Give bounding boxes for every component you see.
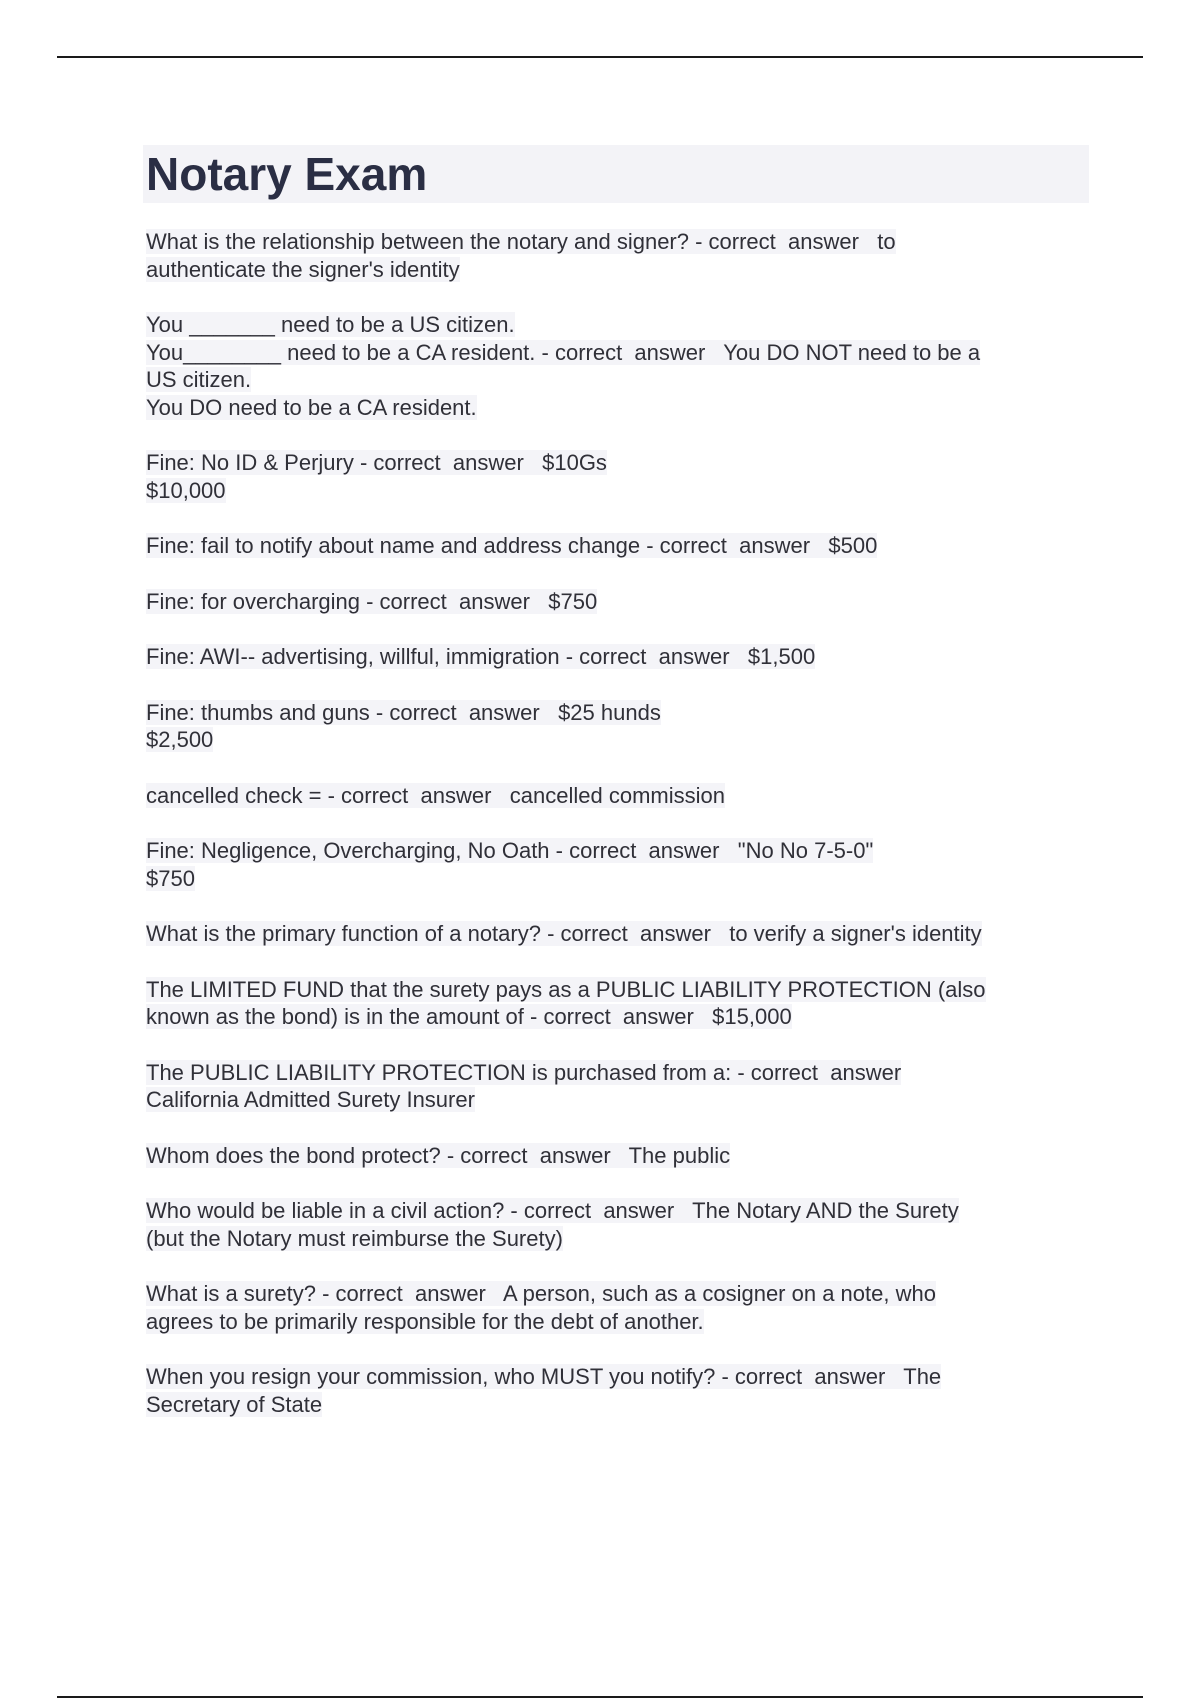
- qa-line-text: You DO need to be a CA resident.: [146, 394, 477, 420]
- qa-line-text: Fine: AWI-- advertising, willful, immigration - correct answer $1,500: [146, 644, 816, 669]
- qa-line: [146, 1308, 1086, 1336]
- qa-item: [146, 976, 1086, 1031]
- qa-item: [146, 1363, 1086, 1418]
- qa-line: [146, 339, 1086, 367]
- bottom-rule: [57, 1696, 1143, 1698]
- qa-line-text: Fine: thumbs and guns - correct answer $25 hunds: [146, 699, 661, 725]
- qa-item: [146, 837, 1086, 892]
- top-rule: [57, 56, 1143, 58]
- qa-item: [146, 228, 1086, 283]
- qa-line: [146, 1391, 1086, 1419]
- qa-item: [146, 588, 1086, 616]
- document-title: Notary Exam: [146, 148, 428, 200]
- qa-line-text: What is the primary function of a notary? - correct answer to verify a signer's identity: [146, 921, 982, 946]
- qa-line-text: What is a surety? - correct answer A person, such as a cosigner on a note, who: [146, 1281, 936, 1306]
- qa-line-text: California Admitted Surety Insurer: [146, 1087, 475, 1112]
- qa-item: [146, 1280, 1086, 1335]
- qa-line: [146, 1197, 1086, 1225]
- qa-line-text: agrees to be primarily responsible for the debt of another.: [146, 1308, 704, 1334]
- qa-line: [146, 920, 1086, 948]
- qa-line-text: The PUBLIC LIABILITY PROTECTION is purchased from a: - correct answer: [146, 1059, 902, 1085]
- qa-line: [146, 726, 1086, 754]
- qa-line: [146, 1363, 1086, 1391]
- qa-line-text: $750: [146, 865, 195, 891]
- qa-line: [146, 311, 1086, 339]
- qa-item: [146, 782, 1086, 810]
- qa-line-text: Fine: Negligence, Overcharging, No Oath - correct answer "No No 7-5-0": [146, 838, 874, 863]
- qa-line: [146, 976, 1086, 1004]
- qa-line-text: Whom does the bond protect? - correct answer The public: [146, 1142, 731, 1168]
- qa-line: [146, 477, 1086, 505]
- qa-line: [146, 1225, 1086, 1253]
- qa-line: [146, 228, 1086, 256]
- qa-line: [146, 643, 1086, 671]
- qa-item: [146, 311, 1086, 421]
- qa-line: [146, 782, 1086, 810]
- qa-item: [146, 449, 1086, 504]
- qa-list: [146, 228, 1086, 1446]
- qa-line: [146, 366, 1086, 394]
- qa-item: [146, 532, 1086, 560]
- qa-item: [146, 1197, 1086, 1252]
- qa-line-text: The LIMITED FUND that the surety pays as a PUBLIC LIABILITY PROTECTION (also: [146, 976, 986, 1002]
- qa-line: [146, 1280, 1086, 1308]
- qa-line-text: You________ need to be a CA resident. - correct answer You DO NOT need to be a: [146, 339, 981, 365]
- qa-line-text: When you resign your commission, who MUST you notify? - correct answer The: [146, 1364, 942, 1389]
- qa-line: [146, 837, 1086, 865]
- qa-line: [146, 699, 1086, 727]
- qa-line: [146, 1059, 1086, 1087]
- qa-line-text: authenticate the signer's identity: [146, 256, 460, 282]
- qa-line-text: $2,500: [146, 727, 214, 752]
- qa-line: [146, 588, 1086, 616]
- qa-line-text: known as the bond) is in the amount of - correct answer $15,000: [146, 1004, 792, 1029]
- qa-item: [146, 1059, 1086, 1114]
- qa-line: [146, 256, 1086, 284]
- qa-line: [146, 1003, 1086, 1031]
- qa-line-text: Fine: No ID & Perjury - correct answer $10Gs: [146, 450, 607, 475]
- qa-line: [146, 865, 1086, 893]
- qa-line-text: US citizen.: [146, 367, 252, 392]
- qa-line-text: You _______ need to be a US citizen.: [146, 312, 515, 337]
- qa-line-text: Fine: fail to notify about name and address change - correct answer $500: [146, 533, 878, 558]
- qa-line: [146, 1142, 1086, 1170]
- qa-line-text: Fine: for overcharging - correct answer $750: [146, 588, 598, 614]
- qa-item: [146, 699, 1086, 754]
- qa-line-text: Who would be liable in a civil action? - correct answer The Notary AND the Surety: [146, 1198, 959, 1223]
- qa-line: [146, 532, 1086, 560]
- qa-line-text: What is the relationship between the notary and signer? - correct answer to: [146, 229, 896, 254]
- qa-line: [146, 394, 1086, 422]
- qa-line-text: $10,000: [146, 477, 226, 503]
- qa-line-text: Secretary of State: [146, 1391, 323, 1417]
- qa-item: [146, 643, 1086, 671]
- qa-line: [146, 449, 1086, 477]
- qa-item: [146, 920, 1086, 948]
- qa-line: [146, 1086, 1086, 1114]
- qa-item: [146, 1142, 1086, 1170]
- qa-line-text: (but the Notary must reimburse the Surety): [146, 1225, 563, 1251]
- qa-line-text: cancelled check = - correct answer cancelled commission: [146, 782, 725, 808]
